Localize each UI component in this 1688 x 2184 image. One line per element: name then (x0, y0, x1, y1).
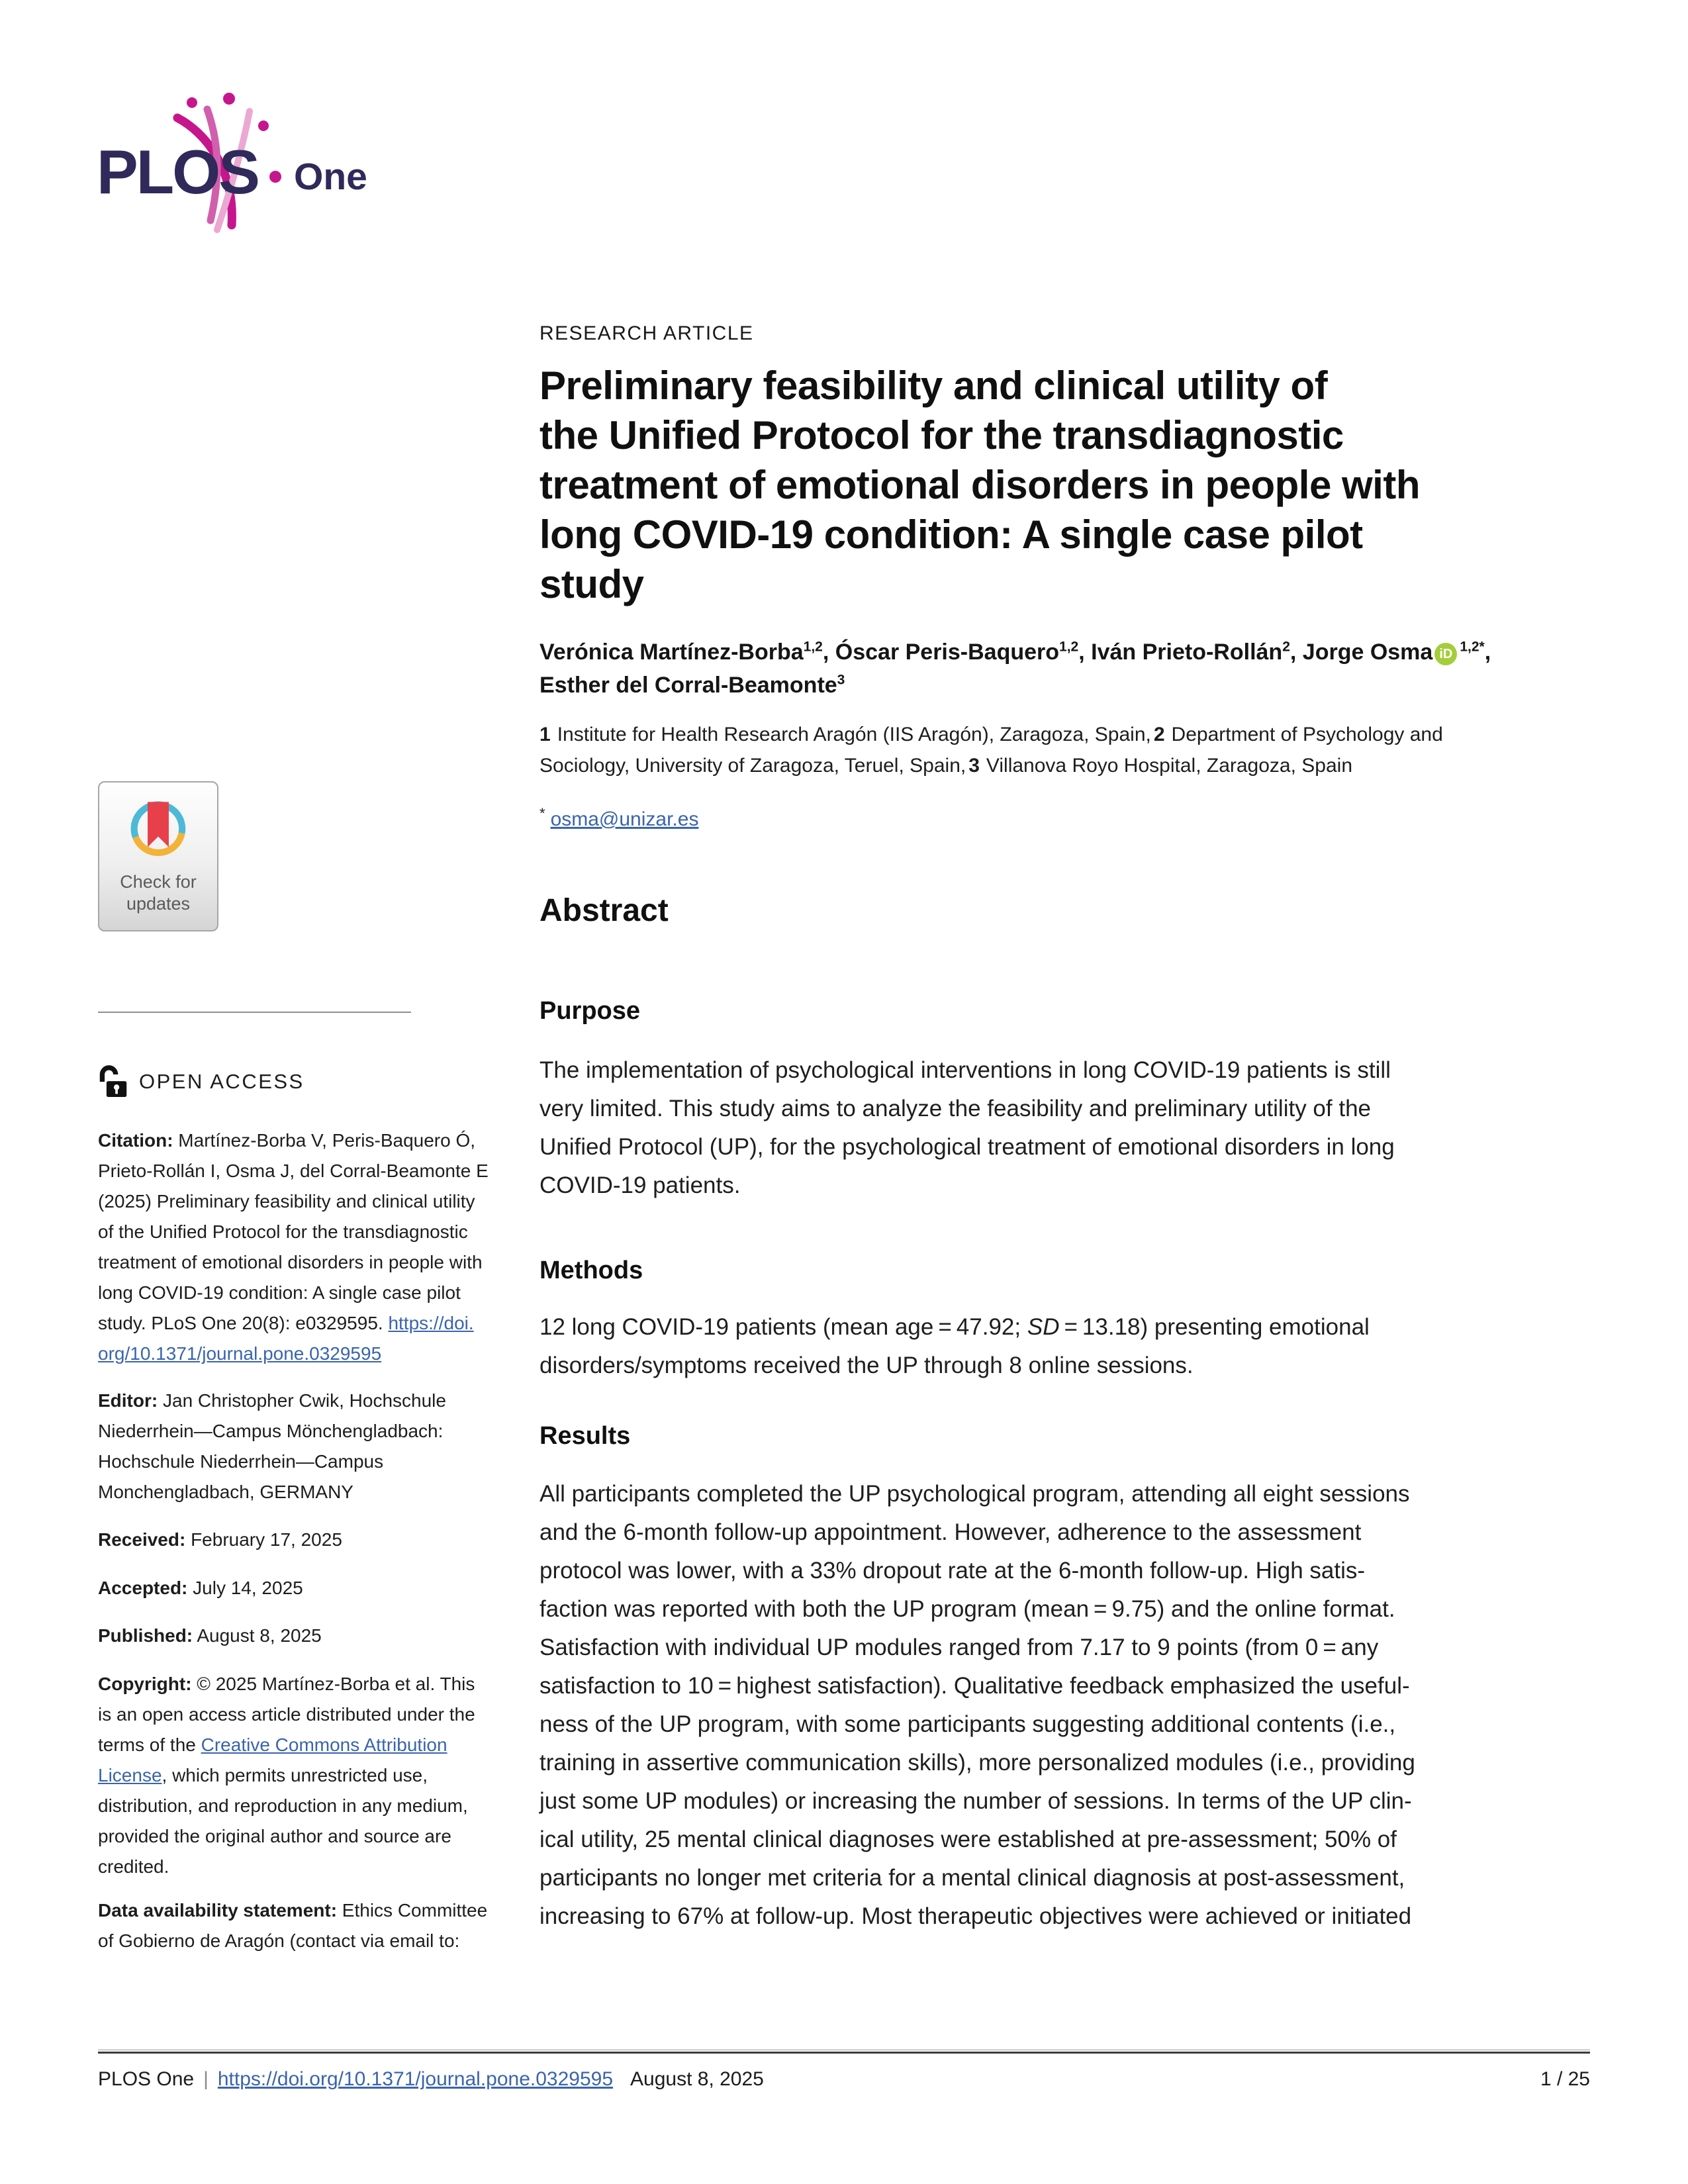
author-name: Óscar Peris-Baquero (835, 640, 1060, 665)
author-list (539, 636, 1491, 702)
citation-doi-link[interactable]: https://doi. (388, 1313, 474, 1333)
title-line: study (539, 562, 644, 606)
author-name: Jorge Osma (1302, 640, 1433, 665)
body-line: just some UP modules) or increasing the number of sessions. In terms of the UP clin- (539, 1788, 1412, 1814)
copyright-line: terms of the Creative Commons Attribution (98, 1734, 447, 1755)
body-line: The implementation of psychological interventions in long COVID-19 patients is still (539, 1057, 1391, 1083)
title-line: treatment of emotional disorders in people with (539, 463, 1420, 507)
received-label: Received: (98, 1529, 186, 1550)
body-line: and the 6-month follow-up appointment. However, adherence to the assessment (539, 1519, 1362, 1545)
author-name: Esther del Corral-Beamonte (539, 673, 837, 698)
citation-line: Prieto-Rollán I, Osma J, del Corral-Beamonte E (98, 1161, 489, 1181)
published-block (98, 1621, 535, 1651)
citation-block (98, 1125, 535, 1369)
citation-line: Citation: Martínez-Borba V, Peris-Baquero Ó, (98, 1130, 476, 1151)
editor-block (98, 1386, 535, 1507)
citation-line: treatment of emotional disorders in people with (98, 1252, 483, 1272)
body-line: Unified Protocol (UP), for the psychological treatment of emotional disorders in long (539, 1134, 1395, 1160)
bookmark-icon (148, 802, 169, 847)
data-availability-block (98, 1895, 535, 1956)
body-line: protocol was lower, with a 33% dropout rate at the 6-month follow-up. High satis- (539, 1558, 1366, 1584)
copyright-line: provided the original author and source are (98, 1826, 451, 1846)
citation-line: (2025) Preliminary feasibility and clinical utility (98, 1191, 475, 1211)
author-affiliation-sup: 2 (1282, 639, 1290, 655)
footer-page-indicator: 1 / 25 (1540, 2068, 1590, 2090)
copyright-label: Copyright: (98, 1674, 192, 1694)
body-line: ical utility, 25 mental clinical diagnoses were established at pre-assessment; 50% of (539, 1827, 1397, 1852)
results-paragraph (539, 1475, 1415, 1936)
citation-line: study. PLoS One 20(8): e0329595. https://doi. (98, 1313, 474, 1333)
authors-line-1: Verónica Martínez-Borba$^{1,2}$, Óscar Peris-Baquero$^{1,2}$, Iván Prieto-Rollán$^2$, Jorge Osma iD $^{1,2*}$, (539, 639, 1491, 665)
editor-line: Hochschule Niederrhein—Campus (98, 1451, 384, 1472)
footer-rule-thick (98, 2052, 1590, 2054)
published-label: Published: (98, 1625, 193, 1646)
badge-label-line2: updates (126, 894, 191, 914)
author-name: Iván Prieto-Rollán (1091, 640, 1283, 665)
citation-label: Citation: (98, 1130, 173, 1151)
title-line: Preliminary feasibility and clinical utility of (539, 363, 1328, 408)
methods-paragraph (539, 1308, 1370, 1385)
article-type-kicker: RESEARCH ARTICLE (539, 322, 754, 344)
check-for-updates-badge[interactable] (98, 781, 218, 931)
cc-license-link[interactable]: Creative Commons Attribution (201, 1734, 447, 1755)
check-for-updates-icon (115, 786, 202, 871)
authors-line-2 (539, 669, 1491, 702)
received-block (98, 1525, 535, 1555)
author-affiliation-sup: 1,2 (1059, 639, 1079, 655)
author-name: Verónica Martínez-Borba (539, 640, 804, 665)
footer-doi-link[interactable]: https://doi.org/10.1371/journal.pone.0329595 (217, 2068, 614, 2090)
citation-line (98, 1339, 535, 1369)
title-line: the Unified Protocol for the transdiagnostic (539, 413, 1344, 457)
data-availability-label: Data availability statement: (98, 1900, 338, 1921)
copyright-line: License, which permits unrestricted use, (98, 1765, 428, 1785)
editor-line: Niederrhein—Campus Mönchengladbach: (98, 1421, 444, 1441)
body-line: ness of the UP program, with some participants suggesting additional contents (i.e., (539, 1711, 1396, 1737)
correspondence-line (539, 805, 698, 831)
editor-label: Editor: (98, 1390, 158, 1411)
article-title (539, 361, 1420, 609)
author-affiliation-sup: 1,2* (1460, 639, 1485, 655)
editor-line: Monchengladbach, GERMANY (98, 1482, 353, 1502)
title-line: long COVID-19 condition: A single case pilot (539, 512, 1363, 557)
body-line: Satisfaction with individual UP modules ranged from 7.17 to 9 points (from 0 = any (539, 1635, 1379, 1660)
open-access-label: OPEN ACCESS (139, 1070, 305, 1093)
corresponding-email-link[interactable]: osma@unizar.es (550, 808, 699, 830)
plos-one-logo (93, 70, 424, 242)
body-line: satisfaction to 10 = highest satisfaction). Qualitative feedback emphasized the useful- (539, 1673, 1410, 1699)
data-availability-line: Data availability statement: Ethics Committee (98, 1900, 488, 1921)
body-line: All participants completed the UP psychological program, attending all eight sessions (539, 1481, 1410, 1507)
logo-plos-text: PLOS (97, 137, 258, 207)
copyright-block (98, 1669, 535, 1882)
body-line: very limited. This study aims to analyze the feasibility and preliminary utility of the (539, 1096, 1372, 1121)
footer-date: August 8, 2025 (630, 2068, 764, 2090)
body-line: training in assertive communication skills), more personalized modules (i.e., providing (539, 1750, 1415, 1776)
orcid-id-icon[interactable]: iD (1434, 643, 1457, 665)
body-line: 12 long COVID-19 patients (mean age = 47.92; SD = 13.18) presenting emotional (539, 1314, 1370, 1340)
copyright-line: distribution, and reproduction in any medium, (98, 1795, 468, 1816)
body-line: increasing to 67% at follow-up. Most therapeutic objectives were achieved or initiated (539, 1903, 1412, 1929)
copyright-line: is an open access article distributed under the (98, 1704, 475, 1725)
open-lock-icon (98, 1064, 128, 1100)
copyright-line: Copyright: © 2025 Martínez-Borba et al. This (98, 1674, 475, 1694)
page-footer (98, 2068, 1590, 2091)
sidebar-divider (98, 1012, 411, 1013)
cc-license-link[interactable]: License (98, 1765, 162, 1785)
received-date: February 17, 2025 (185, 1529, 342, 1550)
abstract-heading: Abstract (539, 893, 669, 928)
open-access-row (98, 1063, 305, 1100)
logo-one-text: One (294, 156, 367, 198)
purpose-paragraph (539, 1051, 1395, 1205)
citation-line: of the Unified Protocol for the transdiagnostic (98, 1221, 468, 1242)
body-line: participants no longer met criteria for a mental clinical diagnosis at post-assessment, (539, 1865, 1405, 1891)
purpose-heading: Purpose (539, 997, 641, 1025)
published-date: August 8, 2025 (193, 1625, 322, 1646)
editor-line: Editor: Jan Christopher Cwik, Hochschule (98, 1390, 446, 1411)
body-line: COVID-19 patients. (539, 1172, 741, 1198)
body-line: disorders/symptoms received the UP through 8 online sessions. (539, 1353, 1194, 1378)
corresponding-author-marker: * (539, 805, 545, 822)
sd-italic: SD (1027, 1314, 1060, 1340)
citation-line: long COVID-19 condition: A single case pilot (98, 1282, 461, 1303)
affiliation-number: 3 (968, 755, 980, 777)
footer-separator: | (203, 2068, 209, 2090)
footer-journal-name: PLOS One (98, 2068, 195, 2090)
copyright-line: credited. (98, 1856, 169, 1877)
affiliation-line: Sociology, University of Zaragoza, Teruel, Spain, 3 Villanova Royo Hospital, Zaragoza, Spain (539, 755, 1353, 777)
affiliation-number: 1 (539, 724, 551, 745)
affiliations (539, 719, 1443, 781)
methods-heading: Methods (539, 1257, 643, 1284)
data-availability-line: of Gobierno de Aragón (contact via email to: (98, 1930, 460, 1951)
affiliation-line: 1 Institute for Health Research Aragón (IIS Aragón), Zaragoza, Spain, 2 Department of Psychology and (539, 724, 1443, 745)
badge-label-line1: Check for (120, 872, 197, 892)
author-affiliation-sup: 3 (837, 672, 845, 688)
affiliation-number: 2 (1153, 724, 1165, 745)
accepted-date: July 14, 2025 (187, 1578, 303, 1598)
body-line: faction was reported with both the UP program (mean = 9.75) and the online format. (539, 1596, 1395, 1622)
accepted-block (98, 1573, 535, 1603)
citation-doi-link[interactable]: org/10.1371/journal.pone.0329595 (98, 1343, 382, 1364)
author-affiliation-sup: 1,2 (803, 639, 823, 655)
accepted-label: Accepted: (98, 1578, 188, 1598)
results-heading: Results (539, 1422, 631, 1450)
